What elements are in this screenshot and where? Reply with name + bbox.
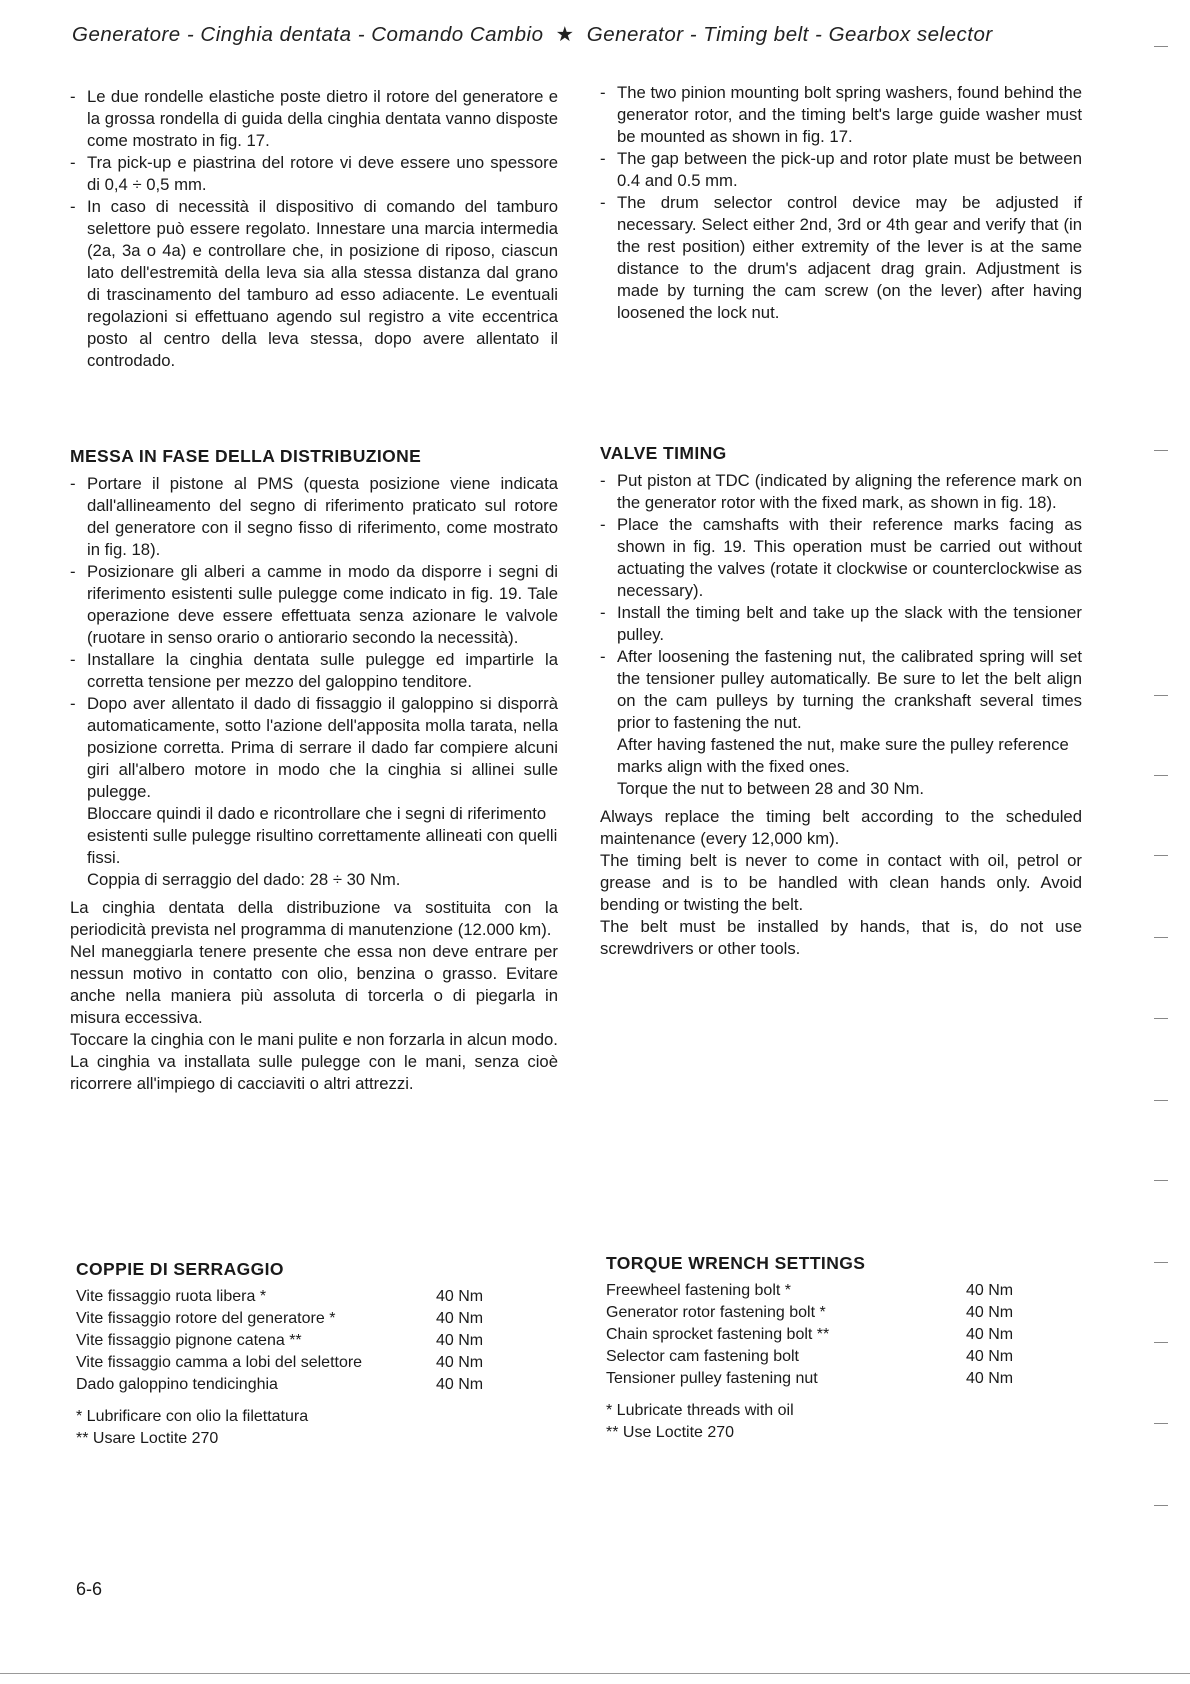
torque-item-name: Vite fissaggio pignone catena ** <box>76 1332 302 1349</box>
header-italian: Generatore - Cinghia dentata - Comando Cambio <box>72 23 544 46</box>
list-item: - Posizionare gli alberi a camme in modo da disporre i segni di riferimento esistenti sulle pulegge come indicato in fig. 19. Tale operazione deve essere effettuata senza azionare le valvole (ruotare in senso orario o antiorario secondo la necessità). <box>70 561 558 649</box>
footnote: * Lubricate threads with oil <box>606 1402 794 1419</box>
edge-mark <box>1154 1342 1168 1343</box>
paragraph: The belt must be installed by hands, that is, do not use screwdrivers or other tools. <box>600 917 1082 958</box>
footnotes <box>76 1406 564 1450</box>
paragraph: Nel maneggiarla tenere presente che essa non deve entrare per nessun motivo in contatto con olio, benzina o grasso. Evitare anche nella maniera più assoluta di torcerla o di piegarla in misura eccessiva. <box>70 942 558 1027</box>
left-intro <box>70 86 558 372</box>
continuation-text: Torque the nut to between 28 and 30 Nm. <box>617 779 925 798</box>
torque-item-name: Freewheel fastening bolt * <box>606 1282 791 1299</box>
edge-mark <box>1154 46 1168 47</box>
table-row <box>76 1286 516 1308</box>
torque-item-value: 40 Nm <box>436 1332 484 1349</box>
header-english: Generator - Timing belt - Gearbox selector <box>586 23 993 46</box>
edge-mark <box>1154 855 1168 856</box>
list-item: - Dopo aver allentato il dado di fissaggio il galoppino si disporrà automaticamente, sotto l'azione dell'apposita molla tarata, nella posizione corretta. Prima di serrare il dado far compiere alcuni giri all'albero motore in modo che la cinghia si allinei sulle pulegge. <box>70 693 558 803</box>
section-title: TORQUE WRENCH SETTINGS <box>606 1253 866 1273</box>
section-title: VALVE TIMING <box>600 443 727 463</box>
torque-item-value: 40 Nm <box>436 1354 484 1371</box>
table-row <box>606 1302 1046 1324</box>
footnotes <box>606 1400 1088 1444</box>
continuation-text: After having fastened the nut, make sure the pulley reference marks align with the fixed ones. <box>617 735 1069 776</box>
table-row <box>606 1324 1046 1346</box>
edge-mark <box>1154 937 1168 938</box>
list-item: - The drum selector control device may be adjusted if necessary. Select either 2nd, 3rd or 4th gear and verify that (in the rest position) either extremity of the lever is at the same distance to the drum's adjacent drag grain. Adjustment is made by turning the cam screw (on the lever) after having loosened the lock nut. <box>600 192 1082 324</box>
list-item: - The two pinion mounting bolt spring washers, found behind the generator rotor, and the timing belt's large guide washer must be mounted as shown in fig. 17. <box>600 82 1082 148</box>
torque-table <box>76 1286 516 1396</box>
torque-item-name: Vite fissaggio rotore del generatore * <box>76 1310 336 1327</box>
table-row <box>76 1330 516 1352</box>
continuation-text: Coppia di serraggio del dado: 28 ÷ 30 Nm. <box>87 870 401 889</box>
section-title: MESSA IN FASE DELLA DISTRIBUZIONE <box>70 446 422 466</box>
edge-mark <box>1154 1505 1168 1506</box>
list-item: - Portare il pistone al PMS (questa posizione viene indicata dall'allineamento del segno di riferimento praticato sul rotore del generatore con il segno fisso di riferimento, come mostrato in fig. 18). <box>70 473 558 561</box>
paragraph: Always replace the timing belt according to the scheduled maintenance (every 12,000 km). <box>600 807 1082 848</box>
table-row <box>606 1280 1046 1302</box>
list-item: - Put piston at TDC (indicated by aligning the reference mark on the generator rotor with the fixed mark, as shown in fig. 18). <box>600 470 1082 514</box>
footnote: * Lubrificare con olio la filettatura <box>76 1408 309 1425</box>
table-row <box>606 1368 1046 1390</box>
section-title: COPPIE DI SERRAGGIO <box>76 1259 284 1279</box>
torque-item-value: 40 Nm <box>966 1304 1014 1321</box>
torque-table <box>606 1280 1046 1390</box>
list-item: - The gap between the pick-up and rotor plate must be between 0.4 and 0.5 mm. <box>600 148 1082 192</box>
edge-mark <box>1154 1262 1168 1263</box>
torque-item-value: 40 Nm <box>966 1370 1014 1387</box>
edge-mark <box>1154 775 1168 776</box>
list-item: - In caso di necessità il dispositivo di comando del tamburo selettore può essere regolato. Innestare una marcia intermedia (2a, 3a o 4a) e controllare che, in posizione di riposo, ciascun lato dell'estremità della leva sia alla stessa distanza dal grano di trascinamento del tamburo ad esso adiacente. Le eventuali regolazioni si effettuano agendo sul registro a vite eccentrica posto al centro della leva stessa, dopo avere allentato il controdado. <box>70 196 558 372</box>
torque-item-value: 40 Nm <box>436 1376 484 1393</box>
edge-mark <box>1154 1100 1168 1101</box>
list-item: - Tra pick-up e piastrina del rotore vi deve essere uno spessore di 0,4 ÷ 0,5 mm. <box>70 152 558 196</box>
paragraph: Toccare la cinghia con le mani pulite e non forzarla in alcun modo. <box>70 1030 558 1049</box>
continuation-text: Bloccare quindi il dado e ricontrollare che i segni di riferimento esistenti sulle pulegge risultino correttamente allineati con quelli fissi. <box>87 804 558 867</box>
paragraph: La cinghia dentata della distribuzione va sostituita con la periodicità prevista nel programma di manutenzione (12.000 km). <box>70 898 558 939</box>
footnote: ** Usare Loctite 270 <box>76 1430 219 1447</box>
right-timing-section <box>600 442 1082 960</box>
table-row <box>76 1308 516 1330</box>
bottom-rule <box>0 1673 1190 1674</box>
torque-item-value: 40 Nm <box>436 1310 484 1327</box>
list-item: - Le due rondelle elastiche poste dietro il rotore del generatore e la grossa rondella di guida della cinghia dentata vanno disposte come mostrato in fig. 17. <box>70 86 558 152</box>
torque-item-name: Vite fissaggio ruota libera * <box>76 1288 267 1305</box>
torque-item-name: Dado galoppino tendicinghia <box>76 1376 278 1393</box>
paragraph: La cinghia va installata sulle pulegge con le mani, senza cioè ricorrere all'impiego di cacciaviti o altri attrezzi. <box>70 1052 558 1093</box>
edge-mark <box>1154 1180 1168 1181</box>
torque-item-name: Generator rotor fastening bolt * <box>606 1304 826 1321</box>
table-row <box>606 1346 1046 1368</box>
torque-item-name: Selector cam fastening bolt <box>606 1348 799 1365</box>
star-icon: ★ <box>555 23 575 46</box>
list-item: - Install the timing belt and take up the slack with the tensioner pulley. <box>600 602 1082 646</box>
table-row <box>76 1352 516 1374</box>
page-number: 6-6 <box>76 1579 103 1599</box>
footnote: ** Use Loctite 270 <box>606 1424 735 1441</box>
page-header <box>72 22 993 47</box>
torque-item-name: Vite fissaggio camma a lobi del selettore <box>76 1354 363 1371</box>
edge-mark <box>1154 1018 1168 1019</box>
torque-item-name: Chain sprocket fastening bolt ** <box>606 1326 830 1343</box>
list-item: - Installare la cinghia dentata sulle pulegge ed impartirle la corretta tensione per mezzo del galoppino tenditore. <box>70 649 558 693</box>
list-item: - Place the camshafts with their reference marks facing as shown in fig. 19. This operation must be carried out without actuating the valves (rotate it clockwise or counterclockwise as necessary). <box>600 514 1082 602</box>
right-intro <box>600 82 1082 324</box>
torque-item-value: 40 Nm <box>966 1326 1014 1343</box>
edge-mark <box>1154 450 1168 451</box>
list-item: - After loosening the fastening nut, the calibrated spring will set the tensioner pulley automatically. Be sure to let the belt align on the cam pulleys by turning the crankshaft several times prior to fastening the nut. <box>600 646 1082 734</box>
edge-mark <box>1154 1423 1168 1424</box>
torque-item-name: Tensioner pulley fastening nut <box>606 1370 818 1387</box>
torque-item-value: 40 Nm <box>966 1348 1014 1365</box>
left-torque-section <box>76 1258 564 1450</box>
paragraph: The timing belt is never to come in contact with oil, petrol or grease and is to be handled with clean hands only. Avoid bending or twisting the belt. <box>600 851 1082 914</box>
torque-item-value: 40 Nm <box>966 1282 1014 1299</box>
table-row <box>76 1374 516 1396</box>
torque-item-value: 40 Nm <box>436 1288 484 1305</box>
left-timing-section <box>70 445 558 1095</box>
edge-mark <box>1154 695 1168 696</box>
right-torque-section <box>606 1252 1088 1444</box>
